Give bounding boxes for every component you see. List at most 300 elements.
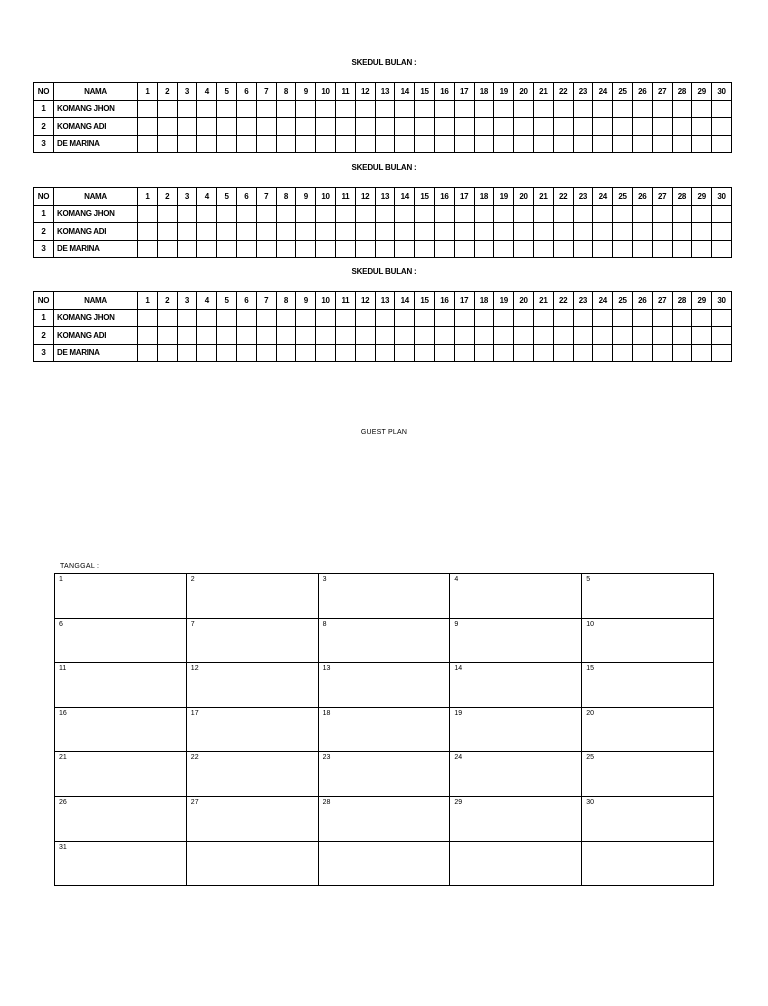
schedule-cell[interactable]: [474, 205, 494, 223]
schedule-cell[interactable]: [434, 100, 454, 118]
schedule-cell[interactable]: [553, 100, 573, 118]
schedule-cell[interactable]: [276, 223, 296, 241]
schedule-cell[interactable]: [375, 100, 395, 118]
schedule-cell[interactable]: [236, 309, 256, 327]
schedule-cell[interactable]: [236, 344, 256, 362]
schedule-cell[interactable]: [316, 344, 336, 362]
schedule-cell[interactable]: [613, 135, 633, 153]
schedule-cell[interactable]: [375, 205, 395, 223]
schedule-cell[interactable]: [217, 327, 237, 345]
schedule-cell[interactable]: [632, 309, 652, 327]
schedule-cell[interactable]: [236, 135, 256, 153]
schedule-cell[interactable]: [553, 205, 573, 223]
schedule-cell[interactable]: [276, 344, 296, 362]
calendar-day-cell[interactable]: [318, 618, 450, 663]
schedule-cell[interactable]: [712, 135, 732, 153]
schedule-cell[interactable]: [375, 135, 395, 153]
schedule-cell[interactable]: [197, 135, 217, 153]
schedule-cell[interactable]: [395, 344, 415, 362]
schedule-cell[interactable]: [236, 223, 256, 241]
schedule-cell[interactable]: [533, 344, 553, 362]
schedule-cell[interactable]: [276, 309, 296, 327]
schedule-cell[interactable]: [415, 344, 435, 362]
schedule-cell[interactable]: [613, 327, 633, 345]
schedule-cell[interactable]: [533, 309, 553, 327]
schedule-cell[interactable]: [296, 118, 316, 136]
schedule-cell[interactable]: [613, 223, 633, 241]
schedule-cell[interactable]: [316, 240, 336, 258]
schedule-cell[interactable]: [355, 100, 375, 118]
schedule-cell[interactable]: [217, 309, 237, 327]
schedule-cell[interactable]: [474, 135, 494, 153]
schedule-cell[interactable]: [652, 344, 672, 362]
schedule-cell[interactable]: [138, 118, 158, 136]
schedule-cell[interactable]: [692, 309, 712, 327]
calendar-day-cell[interactable]: [450, 663, 582, 708]
calendar-day-cell[interactable]: [318, 796, 450, 841]
schedule-cell[interactable]: [692, 240, 712, 258]
schedule-cell[interactable]: [573, 135, 593, 153]
schedule-cell[interactable]: [672, 309, 692, 327]
schedule-cell[interactable]: [316, 135, 336, 153]
schedule-cell[interactable]: [217, 205, 237, 223]
calendar-day-cell[interactable]: [582, 663, 714, 708]
schedule-cell[interactable]: [632, 205, 652, 223]
schedule-cell[interactable]: [573, 240, 593, 258]
schedule-cell[interactable]: [593, 223, 613, 241]
schedule-cell[interactable]: [613, 309, 633, 327]
schedule-cell[interactable]: [652, 205, 672, 223]
schedule-cell[interactable]: [672, 118, 692, 136]
schedule-cell[interactable]: [474, 118, 494, 136]
schedule-cell[interactable]: [375, 240, 395, 258]
schedule-cell[interactable]: [692, 205, 712, 223]
schedule-cell[interactable]: [514, 118, 534, 136]
schedule-cell[interactable]: [395, 309, 415, 327]
calendar-day-cell[interactable]: [186, 663, 318, 708]
schedule-cell[interactable]: [177, 135, 197, 153]
schedule-cell[interactable]: [632, 327, 652, 345]
schedule-cell[interactable]: [494, 309, 514, 327]
calendar-day-cell[interactable]: [55, 574, 187, 619]
schedule-cell[interactable]: [672, 135, 692, 153]
schedule-cell[interactable]: [454, 240, 474, 258]
schedule-cell[interactable]: [395, 327, 415, 345]
schedule-cell[interactable]: [454, 100, 474, 118]
schedule-cell[interactable]: [157, 223, 177, 241]
schedule-cell[interactable]: [652, 118, 672, 136]
schedule-cell[interactable]: [197, 327, 217, 345]
schedule-cell[interactable]: [375, 223, 395, 241]
schedule-cell[interactable]: [296, 327, 316, 345]
calendar-day-cell[interactable]: [186, 618, 318, 663]
schedule-cell[interactable]: [395, 100, 415, 118]
schedule-cell[interactable]: [355, 205, 375, 223]
calendar-day-cell[interactable]: [582, 574, 714, 619]
schedule-cell[interactable]: [672, 205, 692, 223]
schedule-cell[interactable]: [335, 327, 355, 345]
schedule-cell[interactable]: [217, 135, 237, 153]
schedule-cell[interactable]: [593, 309, 613, 327]
schedule-cell[interactable]: [712, 205, 732, 223]
schedule-cell[interactable]: [395, 135, 415, 153]
schedule-cell[interactable]: [197, 205, 217, 223]
schedule-cell[interactable]: [276, 240, 296, 258]
schedule-cell[interactable]: [316, 327, 336, 345]
schedule-cell[interactable]: [375, 344, 395, 362]
schedule-cell[interactable]: [514, 344, 534, 362]
schedule-cell[interactable]: [177, 309, 197, 327]
calendar-day-cell[interactable]: [450, 707, 582, 752]
schedule-cell[interactable]: [652, 240, 672, 258]
schedule-cell[interactable]: [672, 344, 692, 362]
schedule-cell[interactable]: [712, 344, 732, 362]
schedule-cell[interactable]: [197, 344, 217, 362]
schedule-cell[interactable]: [672, 240, 692, 258]
schedule-cell[interactable]: [454, 135, 474, 153]
schedule-cell[interactable]: [415, 205, 435, 223]
schedule-cell[interactable]: [652, 223, 672, 241]
schedule-cell[interactable]: [138, 240, 158, 258]
schedule-cell[interactable]: [355, 309, 375, 327]
schedule-cell[interactable]: [256, 240, 276, 258]
schedule-cell[interactable]: [375, 118, 395, 136]
schedule-cell[interactable]: [217, 240, 237, 258]
schedule-cell[interactable]: [712, 240, 732, 258]
schedule-cell[interactable]: [474, 309, 494, 327]
calendar-day-cell[interactable]: [55, 707, 187, 752]
schedule-cell[interactable]: [593, 240, 613, 258]
schedule-cell[interactable]: [415, 327, 435, 345]
schedule-cell[interactable]: [335, 135, 355, 153]
schedule-cell[interactable]: [276, 205, 296, 223]
schedule-cell[interactable]: [514, 100, 534, 118]
schedule-cell[interactable]: [533, 240, 553, 258]
calendar-day-cell[interactable]: [55, 663, 187, 708]
schedule-cell[interactable]: [256, 327, 276, 345]
schedule-cell[interactable]: [375, 327, 395, 345]
schedule-cell[interactable]: [355, 135, 375, 153]
schedule-cell[interactable]: [395, 240, 415, 258]
schedule-cell[interactable]: [593, 205, 613, 223]
schedule-cell[interactable]: [533, 327, 553, 345]
schedule-cell[interactable]: [236, 327, 256, 345]
schedule-cell[interactable]: [335, 100, 355, 118]
schedule-cell[interactable]: [712, 223, 732, 241]
schedule-cell[interactable]: [553, 118, 573, 136]
schedule-cell[interactable]: [236, 118, 256, 136]
schedule-cell[interactable]: [474, 240, 494, 258]
calendar-day-cell[interactable]: [186, 574, 318, 619]
schedule-cell[interactable]: [434, 240, 454, 258]
schedule-cell[interactable]: [494, 100, 514, 118]
calendar-day-cell[interactable]: [318, 707, 450, 752]
calendar-day-cell[interactable]: [55, 752, 187, 797]
schedule-cell[interactable]: [197, 223, 217, 241]
schedule-cell[interactable]: [138, 100, 158, 118]
schedule-cell[interactable]: [415, 240, 435, 258]
schedule-cell[interactable]: [197, 118, 217, 136]
schedule-cell[interactable]: [613, 240, 633, 258]
calendar-day-cell[interactable]: [318, 752, 450, 797]
schedule-cell[interactable]: [613, 205, 633, 223]
schedule-cell[interactable]: [672, 100, 692, 118]
schedule-cell[interactable]: [296, 135, 316, 153]
schedule-cell[interactable]: [573, 223, 593, 241]
calendar-day-cell[interactable]: [186, 752, 318, 797]
schedule-cell[interactable]: [415, 118, 435, 136]
schedule-cell[interactable]: [256, 135, 276, 153]
schedule-cell[interactable]: [316, 223, 336, 241]
schedule-cell[interactable]: [692, 327, 712, 345]
calendar-day-cell[interactable]: [55, 618, 187, 663]
schedule-cell[interactable]: [335, 309, 355, 327]
schedule-cell[interactable]: [712, 100, 732, 118]
schedule-cell[interactable]: [236, 240, 256, 258]
schedule-cell[interactable]: [256, 205, 276, 223]
schedule-cell[interactable]: [533, 135, 553, 153]
schedule-cell[interactable]: [335, 240, 355, 258]
schedule-cell[interactable]: [553, 344, 573, 362]
calendar-day-cell[interactable]: [318, 574, 450, 619]
schedule-cell[interactable]: [415, 100, 435, 118]
schedule-cell[interactable]: [177, 344, 197, 362]
schedule-cell[interactable]: [434, 205, 454, 223]
schedule-cell[interactable]: [434, 344, 454, 362]
schedule-cell[interactable]: [533, 100, 553, 118]
schedule-cell[interactable]: [296, 240, 316, 258]
schedule-cell[interactable]: [415, 309, 435, 327]
schedule-cell[interactable]: [157, 309, 177, 327]
schedule-cell[interactable]: [335, 223, 355, 241]
schedule-cell[interactable]: [613, 100, 633, 118]
schedule-cell[interactable]: [454, 344, 474, 362]
schedule-cell[interactable]: [177, 205, 197, 223]
schedule-cell[interactable]: [157, 135, 177, 153]
schedule-cell[interactable]: [712, 327, 732, 345]
schedule-cell[interactable]: [613, 118, 633, 136]
schedule-cell[interactable]: [573, 100, 593, 118]
schedule-cell[interactable]: [415, 223, 435, 241]
schedule-cell[interactable]: [217, 223, 237, 241]
schedule-cell[interactable]: [296, 223, 316, 241]
schedule-cell[interactable]: [217, 344, 237, 362]
schedule-cell[interactable]: [692, 223, 712, 241]
schedule-cell[interactable]: [157, 327, 177, 345]
schedule-cell[interactable]: [256, 344, 276, 362]
schedule-cell[interactable]: [652, 309, 672, 327]
schedule-cell[interactable]: [494, 327, 514, 345]
calendar-day-cell[interactable]: [186, 707, 318, 752]
schedule-cell[interactable]: [355, 118, 375, 136]
schedule-cell[interactable]: [494, 223, 514, 241]
schedule-cell[interactable]: [474, 223, 494, 241]
schedule-cell[interactable]: [236, 205, 256, 223]
schedule-cell[interactable]: [573, 309, 593, 327]
calendar-day-cell[interactable]: [318, 663, 450, 708]
schedule-cell[interactable]: [593, 327, 613, 345]
schedule-cell[interactable]: [217, 100, 237, 118]
schedule-cell[interactable]: [434, 327, 454, 345]
schedule-cell[interactable]: [316, 118, 336, 136]
schedule-cell[interactable]: [157, 118, 177, 136]
schedule-cell[interactable]: [613, 344, 633, 362]
schedule-cell[interactable]: [632, 135, 652, 153]
schedule-cell[interactable]: [217, 118, 237, 136]
schedule-cell[interactable]: [197, 240, 217, 258]
schedule-cell[interactable]: [553, 135, 573, 153]
schedule-cell[interactable]: [533, 205, 553, 223]
schedule-cell[interactable]: [276, 100, 296, 118]
schedule-cell[interactable]: [454, 309, 474, 327]
schedule-cell[interactable]: [632, 223, 652, 241]
schedule-cell[interactable]: [138, 205, 158, 223]
schedule-cell[interactable]: [474, 100, 494, 118]
schedule-cell[interactable]: [138, 223, 158, 241]
schedule-cell[interactable]: [553, 240, 573, 258]
schedule-cell[interactable]: [177, 240, 197, 258]
schedule-cell[interactable]: [395, 223, 415, 241]
schedule-cell[interactable]: [434, 309, 454, 327]
schedule-cell[interactable]: [712, 118, 732, 136]
schedule-cell[interactable]: [712, 309, 732, 327]
calendar-day-cell[interactable]: [55, 796, 187, 841]
schedule-cell[interactable]: [355, 344, 375, 362]
schedule-cell[interactable]: [494, 240, 514, 258]
schedule-cell[interactable]: [632, 344, 652, 362]
schedule-cell[interactable]: [395, 118, 415, 136]
schedule-cell[interactable]: [316, 205, 336, 223]
schedule-cell[interactable]: [514, 327, 534, 345]
schedule-cell[interactable]: [692, 135, 712, 153]
schedule-cell[interactable]: [553, 223, 573, 241]
schedule-cell[interactable]: [593, 344, 613, 362]
calendar-day-cell[interactable]: [318, 841, 450, 886]
schedule-cell[interactable]: [672, 327, 692, 345]
schedule-cell[interactable]: [296, 309, 316, 327]
schedule-cell[interactable]: [138, 309, 158, 327]
schedule-cell[interactable]: [177, 100, 197, 118]
schedule-cell[interactable]: [276, 118, 296, 136]
schedule-cell[interactable]: [514, 205, 534, 223]
schedule-cell[interactable]: [632, 100, 652, 118]
schedule-cell[interactable]: [692, 118, 712, 136]
schedule-cell[interactable]: [256, 100, 276, 118]
schedule-cell[interactable]: [335, 118, 355, 136]
schedule-cell[interactable]: [652, 327, 672, 345]
schedule-cell[interactable]: [593, 100, 613, 118]
schedule-cell[interactable]: [256, 309, 276, 327]
schedule-cell[interactable]: [177, 327, 197, 345]
schedule-cell[interactable]: [553, 327, 573, 345]
schedule-cell[interactable]: [632, 240, 652, 258]
schedule-cell[interactable]: [672, 223, 692, 241]
calendar-day-cell[interactable]: [582, 796, 714, 841]
schedule-cell[interactable]: [335, 205, 355, 223]
schedule-cell[interactable]: [157, 100, 177, 118]
schedule-cell[interactable]: [434, 223, 454, 241]
schedule-cell[interactable]: [434, 118, 454, 136]
schedule-cell[interactable]: [138, 344, 158, 362]
schedule-cell[interactable]: [177, 118, 197, 136]
schedule-cell[interactable]: [138, 135, 158, 153]
schedule-cell[interactable]: [454, 118, 474, 136]
schedule-cell[interactable]: [157, 240, 177, 258]
schedule-cell[interactable]: [494, 205, 514, 223]
calendar-day-cell[interactable]: [582, 707, 714, 752]
schedule-cell[interactable]: [138, 327, 158, 345]
schedule-cell[interactable]: [652, 135, 672, 153]
schedule-cell[interactable]: [593, 118, 613, 136]
schedule-cell[interactable]: [276, 135, 296, 153]
schedule-cell[interactable]: [454, 327, 474, 345]
calendar-day-cell[interactable]: [582, 841, 714, 886]
calendar-day-cell[interactable]: [450, 574, 582, 619]
schedule-cell[interactable]: [573, 327, 593, 345]
schedule-cell[interactable]: [514, 223, 534, 241]
schedule-cell[interactable]: [593, 135, 613, 153]
schedule-cell[interactable]: [276, 327, 296, 345]
calendar-day-cell[interactable]: [55, 841, 187, 886]
schedule-cell[interactable]: [355, 223, 375, 241]
schedule-cell[interactable]: [474, 344, 494, 362]
calendar-day-cell[interactable]: [582, 752, 714, 797]
schedule-cell[interactable]: [236, 100, 256, 118]
schedule-cell[interactable]: [177, 223, 197, 241]
schedule-cell[interactable]: [157, 344, 177, 362]
schedule-cell[interactable]: [692, 100, 712, 118]
calendar-day-cell[interactable]: [450, 796, 582, 841]
schedule-cell[interactable]: [157, 205, 177, 223]
schedule-cell[interactable]: [316, 100, 336, 118]
schedule-cell[interactable]: [316, 309, 336, 327]
schedule-cell[interactable]: [256, 118, 276, 136]
schedule-cell[interactable]: [415, 135, 435, 153]
schedule-cell[interactable]: [395, 205, 415, 223]
schedule-cell[interactable]: [474, 327, 494, 345]
schedule-cell[interactable]: [256, 223, 276, 241]
schedule-cell[interactable]: [494, 135, 514, 153]
schedule-cell[interactable]: [494, 344, 514, 362]
schedule-cell[interactable]: [454, 205, 474, 223]
calendar-day-cell[interactable]: [186, 841, 318, 886]
schedule-cell[interactable]: [533, 223, 553, 241]
schedule-cell[interactable]: [652, 100, 672, 118]
schedule-cell[interactable]: [454, 223, 474, 241]
schedule-cell[interactable]: [197, 100, 217, 118]
schedule-cell[interactable]: [573, 118, 593, 136]
schedule-cell[interactable]: [533, 118, 553, 136]
schedule-cell[interactable]: [494, 118, 514, 136]
schedule-cell[interactable]: [514, 240, 534, 258]
calendar-day-cell[interactable]: [450, 841, 582, 886]
schedule-cell[interactable]: [197, 309, 217, 327]
schedule-cell[interactable]: [335, 344, 355, 362]
schedule-cell[interactable]: [514, 135, 534, 153]
schedule-cell[interactable]: [514, 309, 534, 327]
schedule-cell[interactable]: [296, 205, 316, 223]
calendar-day-cell[interactable]: [450, 618, 582, 663]
schedule-cell[interactable]: [375, 309, 395, 327]
calendar-day-cell[interactable]: [450, 752, 582, 797]
schedule-cell[interactable]: [355, 240, 375, 258]
calendar-day-cell[interactable]: [582, 618, 714, 663]
schedule-cell[interactable]: [692, 344, 712, 362]
schedule-cell[interactable]: [296, 344, 316, 362]
schedule-cell[interactable]: [632, 118, 652, 136]
schedule-cell[interactable]: [573, 344, 593, 362]
schedule-cell[interactable]: [553, 309, 573, 327]
